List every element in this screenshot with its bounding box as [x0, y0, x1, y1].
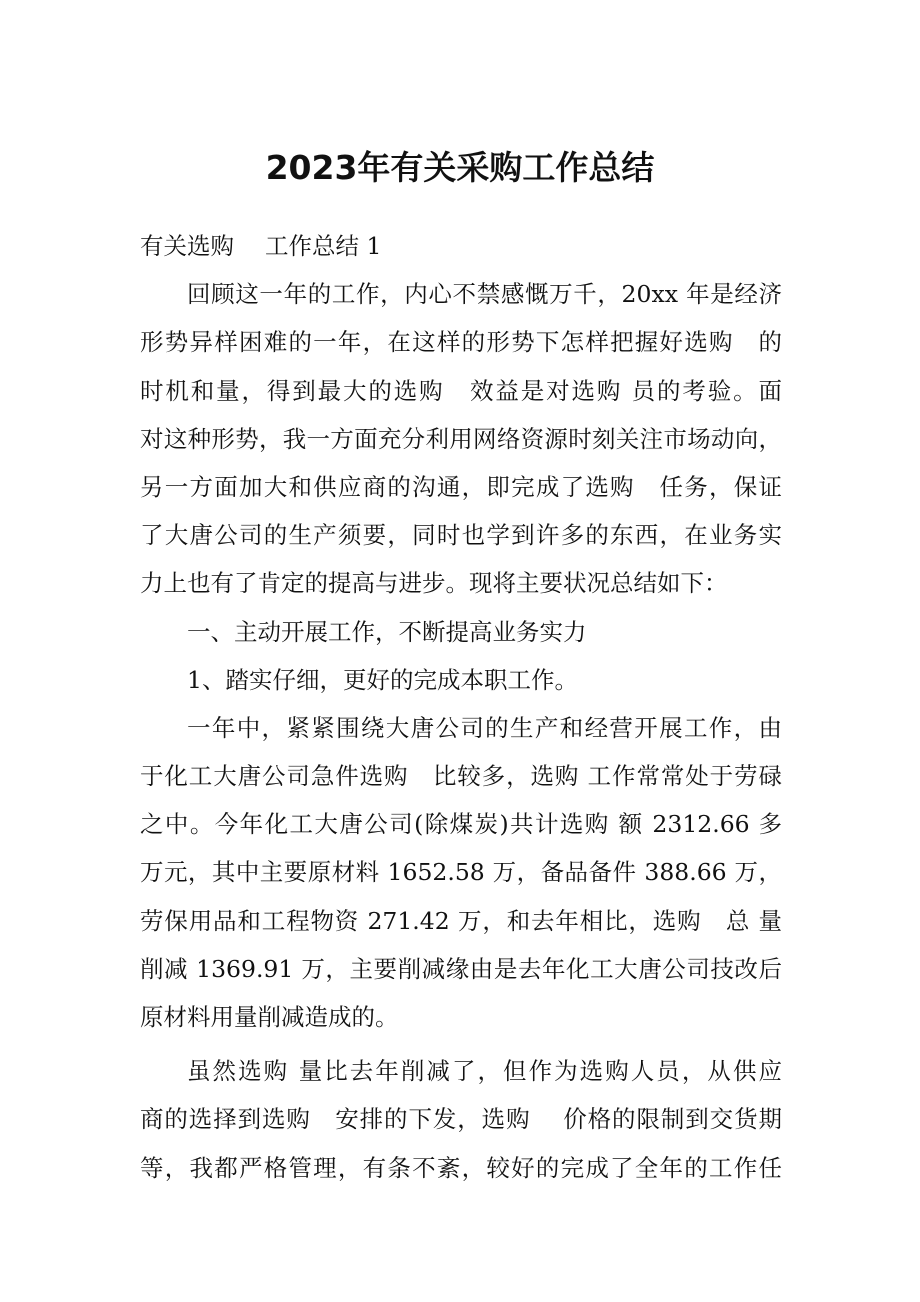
text-line: 回顾这一年的工作，内心不禁感慨万千，20xx 年是经济 — [187, 280, 782, 309]
text-line: 时机和量，得到最大的选购 效益是对选购 员的考验。面 — [140, 376, 782, 405]
text-line: 一、主动开展工作，不断提高业务实力 — [187, 617, 587, 646]
text-line: 1、踏实仔细，更好的完成本职工作。 — [187, 665, 578, 694]
text-line: 形势异样困难的一年，在这样的形势下怎样把握好选购 的 — [140, 328, 782, 357]
text-line: 万元，其中主要原材料 1652.58 万，备品备件 388.66 万， — [140, 858, 782, 887]
text-line: 等，我都严格管理，有条不紊，较好的完成了全年的工作任 — [140, 1153, 782, 1182]
text-line: 一年中，紧紧围绕大唐公司的生产和经营开展工作，由 — [187, 713, 782, 742]
text-line: 原材料用量削减造成的。 — [140, 1003, 399, 1031]
text-line: 虽然选购 量比去年削减了，但作为选购人员，从供应 — [187, 1057, 782, 1086]
text-line: 另一方面加大和供应商的沟通，即完成了选购 任务，保证 — [140, 472, 782, 501]
text-line: 商的选择到选购 安排的下发，选购 价格的限制到交货期 — [140, 1105, 782, 1134]
section-heading: 有关选购 工作总结 1 — [140, 232, 382, 260]
text-line: 于化工大唐公司急件选购 比较多，选购 工作常常处于劳碌 — [140, 762, 782, 791]
document-body — [140, 222, 782, 1192]
text-line: 力上也有了肯定的提高与进步。现将主要状况总结如下： — [140, 569, 728, 598]
text-line: 对这种形势，我一方面充分利用网络资源时刻关注市场动向， — [140, 424, 782, 453]
document-title: 2023年有关采购工作总结 — [265, 148, 655, 187]
text-line: 之中。今年化工大唐公司(除煤炭)共计选购 额 2312.66 多 — [140, 810, 782, 839]
text-line: 削减 1369.91 万，主要削减缘由是去年化工大唐公司技改后 — [140, 954, 782, 983]
text-line: 了大唐公司的生产须要，同时也学到许多的东西，在业务实 — [140, 521, 782, 550]
text-line: 劳保用品和工程物资 271.42 万，和去年相比，选购 总 量 — [140, 906, 782, 935]
